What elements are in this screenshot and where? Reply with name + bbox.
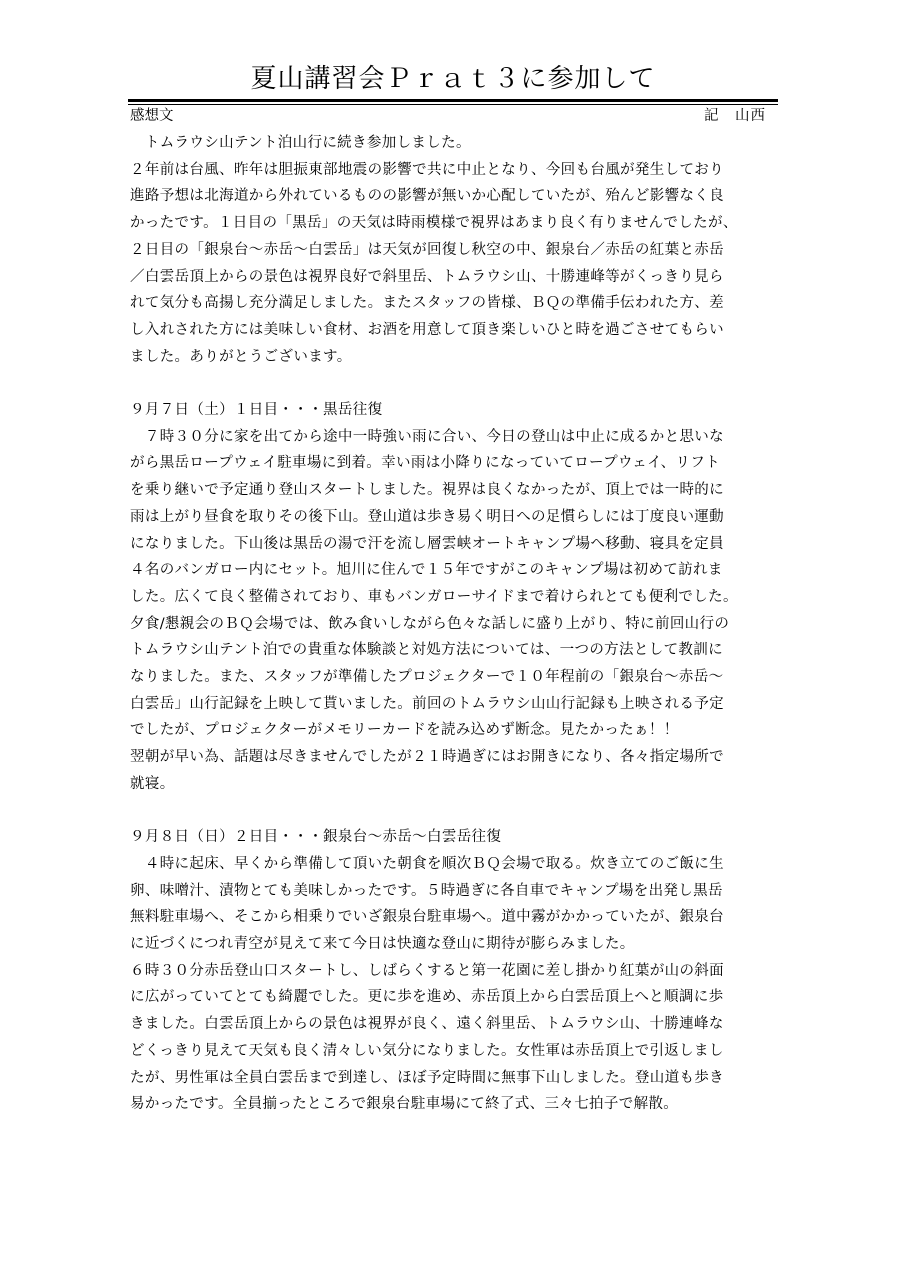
- text-line: 就寝。: [130, 775, 175, 792]
- text-line: ／白雲岳頂上からの景色は視界良好で斜里岳、トムラウシ山、十勝連峰等がくっきり見ら: [130, 268, 724, 285]
- text-line: 進路予想は北海道から外れているものの影響が無いか心配していたが、殆んど影響なく良: [130, 188, 724, 205]
- text-line: どくっきり見えて天気も良く清々しい気分になりました。女性軍は赤岳頂上で引返しまし: [130, 1042, 724, 1059]
- text-line: れて気分も高揚し充分満足しました。またスタッフの皆様、ＢＱの準備手伝われた方、差: [130, 295, 724, 312]
- text-line: ました。ありがとうございます。: [130, 348, 352, 365]
- text-line: でしたが、プロジェクターがメモリーカードを読み込めず断念。見たかったぁ！！: [130, 722, 679, 739]
- text-line: ４時に起床、早くから準備して頂いた朝食を順次ＢＱ会場で取る。炊き立てのご飯に生: [130, 855, 724, 872]
- text-line: かったです。１日目の「黒岳」の天気は時雨模様で視界はあまり良く有りませんでしたが、: [130, 215, 738, 232]
- text-line: 白雲岳」山行記録を上映して貰いました。前回のトムラウシ山山行記録も上映される予定: [130, 695, 724, 712]
- text-line: ６時３０分赤岳登山口スタートし、しばらくすると第一花園に差し掛かり紅葉が山の斜面: [130, 962, 724, 979]
- text-line: 夕食/懇親会のＢＱ会場では、飲み食いしながら色々な話しに盛り上がり、特に前回山行の: [130, 615, 730, 632]
- title-underline-thick: [128, 99, 778, 102]
- text-line: 易かったです。全員揃ったところで銀泉台駐車場にて終了式、三々七拍子で解散。: [130, 1096, 679, 1113]
- document-author: 記 山西: [704, 108, 766, 124]
- text-line: に近づくにつれ青空が見えて来て今日は快適な登山に期待が膨らみました。: [130, 936, 635, 953]
- document-title: 夏山講習会Ｐｒａｔ３に参加して: [250, 64, 656, 94]
- text-line: たが、男性軍は全員白雲岳まで到達し、ほぼ予定時間に無事下山しました。登山道も歩き: [130, 1069, 724, 1086]
- text-line: ２日目の「銀泉台～赤岳～白雲岳」は天気が回復し秋空の中、銀泉台／赤岳の紅葉と赤岳: [130, 241, 724, 258]
- text-line: した。広くて良く整備されており、車もバンガローサイドまで着けられとても便利でした。: [130, 588, 738, 605]
- paragraph-spacer: [130, 370, 776, 397]
- intro-paragraph: [130, 130, 776, 370]
- text-line: ２年前は台風、昨年は胆振東部地震の影響で共に中止となり、今回も台風が発生しており: [130, 161, 724, 178]
- text-line: 卵、味噌汁、漬物とても美味しかったです。５時過ぎに各自車でキャンプ場を出発し黒岳: [130, 882, 723, 899]
- text-line: きました。白雲岳頂上からの景色は視界が良く、遠く斜里岳、トムラウシ山、十勝連峰な: [130, 1016, 724, 1033]
- text-line: に広がっていてとても綺麗でした。更に歩を進め、赤岳頂上から白雲岳頂上へと順調に歩: [130, 989, 724, 1006]
- document-body: [130, 130, 776, 1118]
- text-line: し入れされた方には美味しい食材、お酒を用意して頂き楽しいひと時を過ごさせてもらい: [130, 321, 724, 338]
- text-line: トムラウシ山テント泊山行に続き参加しました。: [130, 135, 471, 151]
- text-line: 翌朝が早い為、話題は尽きませんでしたが２１時過ぎにはお開きになり、各々指定場所で: [130, 749, 724, 766]
- text-line: を乗り継いで予定通り登山スタートしました。視界は良くなかったが、頂上では一時的に: [130, 482, 724, 499]
- text-line: になりました。下山後は黒岳の湯で汗を流し層雲峡オートキャンプ場へ移動、寝具を定員: [130, 535, 724, 552]
- document-category: 感想文: [130, 108, 174, 124]
- day2-heading: ９月８日（日）２日目・・・銀泉台～赤岳～白雲岳往復: [130, 829, 502, 846]
- text-line: ４名のバンガロー内にセット。旭川に住んで１５年ですがこのキャンプ場は初めて訪れま: [130, 562, 723, 579]
- text-line: がら黒岳ロープウェイ駐車場に到着。幸い雨は小降りになっていてロープウェイ、リフト: [130, 455, 721, 472]
- title-underline-thin: [128, 104, 778, 105]
- text-line: トムラウシ山テント泊での貴重な体験談と対処方法については、一つの方法として教訓に: [130, 642, 723, 659]
- text-line: 無料駐車場へ、そこから相乗りでいざ銀泉台駐車場へ。道中霧がかかっていたが、銀泉台: [130, 909, 724, 926]
- day2-section: [130, 824, 776, 1118]
- day1-section: [130, 397, 776, 798]
- text-line: ７時３０分に家を出てから途中一時強い雨に合い、今日の登山は中止に成るかと思いな: [130, 428, 724, 445]
- day1-heading: ９月７日（土）１日目・・・黒岳往復: [130, 402, 383, 419]
- text-line: なりました。また、スタッフが準備したプロジェクターで１０年程前の「銀泉台～赤岳～: [130, 669, 724, 686]
- paragraph-spacer: [130, 798, 776, 825]
- text-line: 雨は上がり昼食を取りその後下山。登山道は歩き易く明日への足慣らしには丁度良い運動: [130, 508, 724, 525]
